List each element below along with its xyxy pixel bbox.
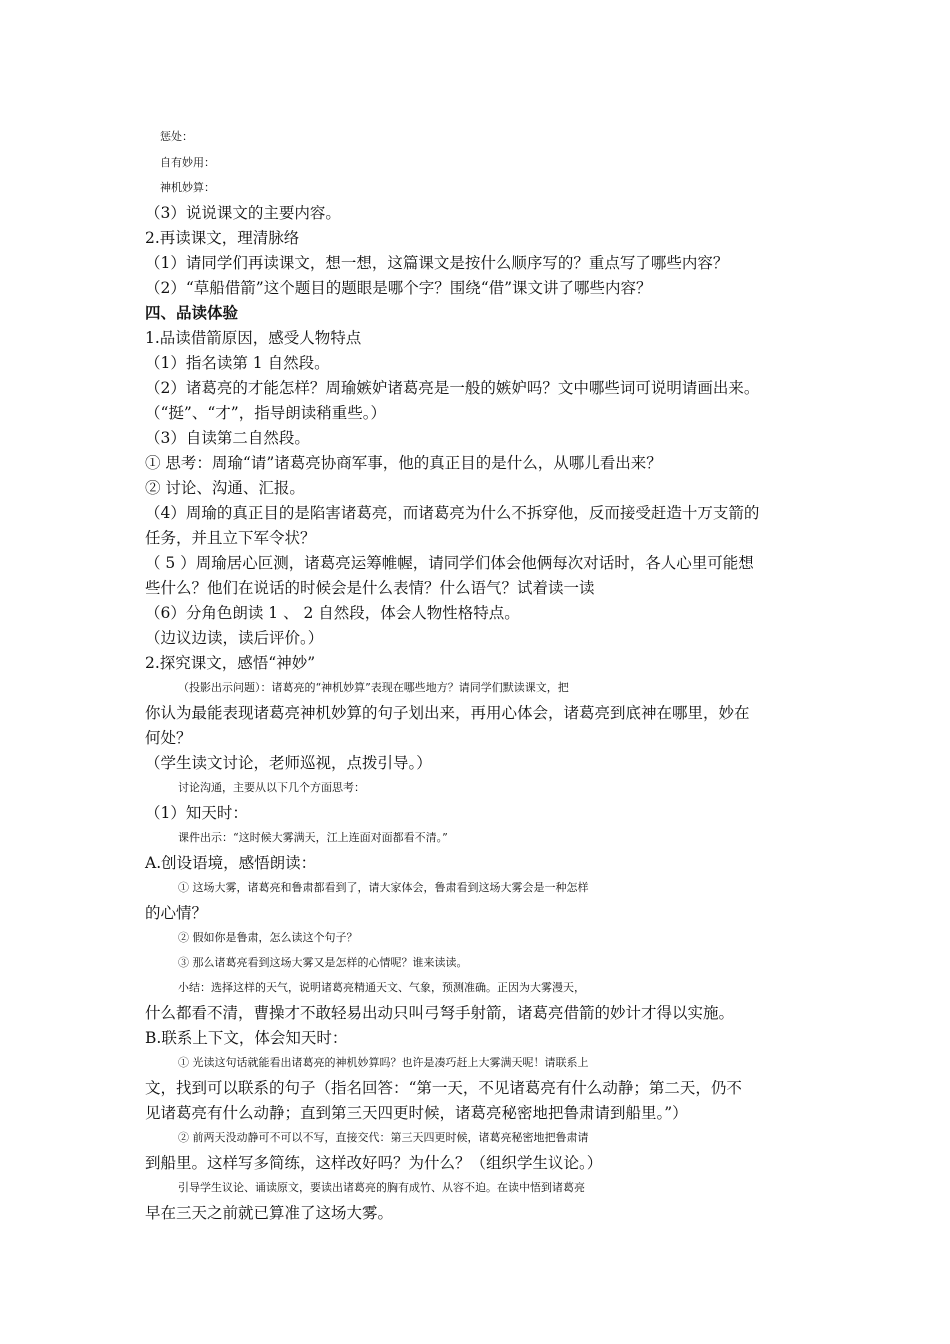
text-line: （3）自读第二自然段。 (145, 429, 310, 447)
text-line: ② 前两天没动静可不可以不写，直接交代：第三天四更时候，诸葛亮秘密地把鲁肃请 (178, 1131, 589, 1144)
text-line: 2.探究课文，感悟“神妙” (145, 654, 316, 672)
text-line: ① 思考：周瑜“请”诸葛亮协商军事，他的真正目的是什么，从哪儿看出来？ (145, 454, 662, 472)
text-line: 见诸葛亮有什么动静；直到第三天四更时候，诸葛亮秘密地把鲁肃请到船里。”） (145, 1104, 688, 1122)
text-line: （2）“草船借箭”这个题目的题眼是哪个字？围绕“借”课文讲了哪些内容？ (145, 279, 652, 297)
text-line: 惩处： (160, 130, 193, 143)
text-line: （3）说说课文的主要内容。 (145, 204, 341, 222)
text-line: （学生读文讨论，老师巡视，点拨引导。） (145, 754, 432, 772)
text-line: ① 这场大雾，诸葛亮和鲁肃都看到了，请大家体会，鲁肃看到这场大雾会是一种怎样 (178, 881, 589, 894)
text-line: （4）周瑜的真正目的是陷害诸葛亮，而诸葛亮为什么不拆穿他，反而接受赶造十万支箭的 (145, 504, 760, 522)
text-line: 早在三天之前就已算准了这场大雾。 (145, 1204, 394, 1222)
text-line: 的心情？ (145, 904, 208, 922)
text-line: 2.再读课文，理清脉络 (145, 229, 300, 247)
text-line: A.创设语境，感悟朗读： (145, 854, 317, 872)
text-line: 任务，并且立下军令状？ (145, 529, 316, 547)
text-line: 小结：选择这样的天气，说明诸葛亮精通天文、气象，预测准确。正因为大雾漫天， (178, 981, 585, 994)
text-line: 何处？ (145, 729, 192, 747)
text-line: 什么都看不清，曹操才不敢轻易出动只叫弓弩手射箭，诸葛亮借箭的妙计才得以实施。 (145, 1004, 735, 1022)
text-line: （投影出示问题）：诸葛亮的“神机妙算”表现在哪些地方？请同学们默读课文，把 (178, 681, 569, 694)
text-line: 文，找到可以联系的句子（指名回答：“第一天，不见诸葛亮有什么动静；第二天，仍不 (145, 1079, 742, 1097)
text-line: 自有妙用： (160, 156, 215, 169)
text-line: 到船里。这样写多简练，这样改好吗？为什么？（组织学生议论。） (145, 1154, 603, 1172)
text-line: ② 讨论、沟通、汇报。 (145, 479, 305, 497)
text-line: （1）请同学们再读课文，想一想，这篇课文是按什么顺序写的？重点写了哪些内容？ (145, 254, 729, 272)
text-line: B.联系上下文，体会知天时： (145, 1029, 348, 1047)
text-line: 你认为最能表现诸葛亮神机妙算的句子划出来，再用心体会，诸葛亮到底神在哪里，妙在 (145, 704, 750, 722)
text-line: 些什么？他们在说话的时候会是什么表情？什么语气？试着读一读 (145, 579, 595, 597)
text-line: ② 假如你是鲁肃，怎么读这个句子？ (178, 931, 358, 944)
text-line: （1）指名读第 1 自然段。 (145, 354, 330, 372)
text-line: 1.品读借箭原因，感受人物特点 (145, 329, 362, 347)
text-line: （边议边读，读后评价。） (145, 629, 324, 647)
text-line: 引导学生议论、诵读原文，要读出诸葛亮的胸有成竹、从容不迫。在读中悟到诸葛亮 (178, 1181, 585, 1194)
text-line: 讨论沟通，主要从以下几个方面思考： (178, 781, 365, 794)
text-line: 课件出示：“这时候大雾满天，江上连面对面都看不清。” (178, 831, 448, 844)
text-line: （2）诸葛亮的才能怎样？周瑜嫉妒诸葛亮是一般的嫉妒吗？文中哪些词可说明请画出来。 (145, 379, 760, 397)
text-line: 神机妙算： (160, 181, 215, 194)
text-line: （6）分角色朗读 1 、 2 自然段，体会人物性格特点。 (145, 604, 520, 622)
text-line: ① 光读这句话就能看出诸葛亮的神机妙算吗？也许是凑巧赶上大雾满天呢！请联系上 (178, 1056, 589, 1069)
text-line: （ 5 ）周瑜居心叵测，诸葛亮运筹帷幄，请同学们体会他俩每次对话时，各人心里可能想 (145, 554, 754, 572)
section-heading: 四、品读体验 (145, 303, 239, 322)
text-line: （1）知天时： (145, 804, 248, 822)
text-line: ③ 那么诸葛亮看到这场大雾又是怎样的心情呢？谁来读读。 (178, 956, 468, 969)
text-line: （“挺”、“才”，指导朗读稍重些。） (145, 404, 386, 422)
